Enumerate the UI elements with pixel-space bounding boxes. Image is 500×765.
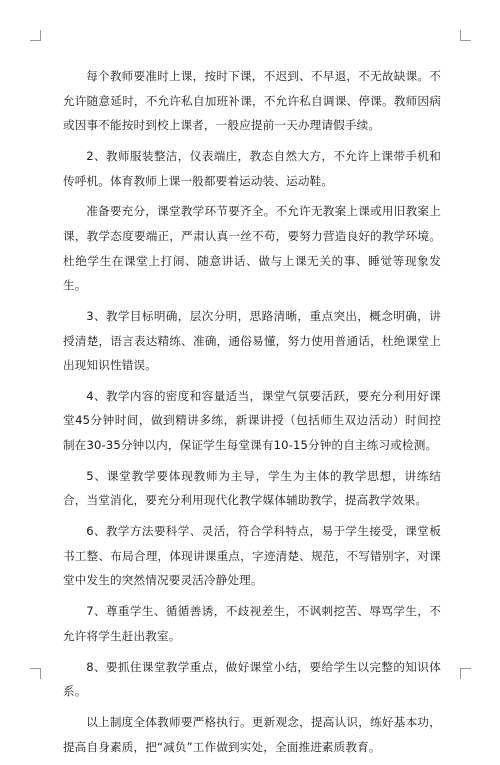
crop-mark-top-left: [30, 30, 41, 41]
paragraph-key-points: 8、要抓住课堂教学重点，做好课堂小结，要给学生以完整的知识体系。: [63, 659, 441, 699]
paragraph-teaching-methods: 6、教学方法要科学、灵活，符合学科特点，易于学生接受，课堂板书工整、布局合理，体现讲课重点，字迹清楚、规范，不写错别字，对课堂中发生的突然情况要灵活冷静处理。: [63, 524, 441, 588]
paragraph-respect-students: 7、尊重学生、循循善诱，不歧视差生，不讽刺挖苦、辱骂学生，不允许将学生赶出教室。: [63, 604, 441, 643]
paragraph-preparation: 准备要充分，课堂教学环节要齐全。不允许无教案上课或用旧教案上课，教学态度要端正，严肃认真一丝不苟，要努力营造良好的教学环境。杜绝学生在课堂上打闹、随意讲话、做与上课无关的事、睡觉等现象发生。: [63, 204, 441, 293]
paragraph-dress-code: 2、教师服装整洁，仪表端庄，教态自然大方，不允许上课带手机和传呼机。体育教师上课一般都要着运动装、运动鞋。: [63, 148, 441, 188]
paragraph-content-density: 4、教学内容的密度和容量适当，课堂气氛要活跃，要充分利用好课堂45分钟时间，做到精讲多练，新课讲授（包括师生双边活动）时间控制在30-35分钟以内，保证学生每堂课有10-15分钟的自主练习或检测。: [63, 388, 441, 453]
paragraph-conclusion: 以上制度全体教师要严格执行。更新观念，提高认识，练好基本功，提高自身素质，把“减负”工作做到实处，全面推进素质教育。: [63, 714, 441, 754]
paragraph-teacher-led: 5、课堂教学要体现教师为主导，学生为主体的教学思想，讲练结合，当堂消化，要充分利用现代化教学媒体辅助教学，提高教学效果。: [63, 468, 441, 508]
paragraph-attendance: 每个教师要准时上课，按时下课，不迟到、不早退，不无故缺课。不允许随意延时，不允许私自加班补课，不允许私自调课、停课。教师因病或因事不能按时到校上课者，一般应提前一天办理请假手续。: [63, 69, 441, 133]
document-body: [63, 64, 441, 765]
crop-mark-bottom-left: [30, 668, 41, 679]
crop-mark-top-right: [460, 30, 471, 41]
paragraph-objectives: 3、教学目标明确，层次分明，思路清晰，重点突出，概念明确，讲授清楚，语言表达精练、准确，通俗易懂，努力使用普通话，杜绝课堂上出现知识性错误。: [63, 308, 441, 373]
crop-mark-bottom-right: [460, 668, 471, 679]
